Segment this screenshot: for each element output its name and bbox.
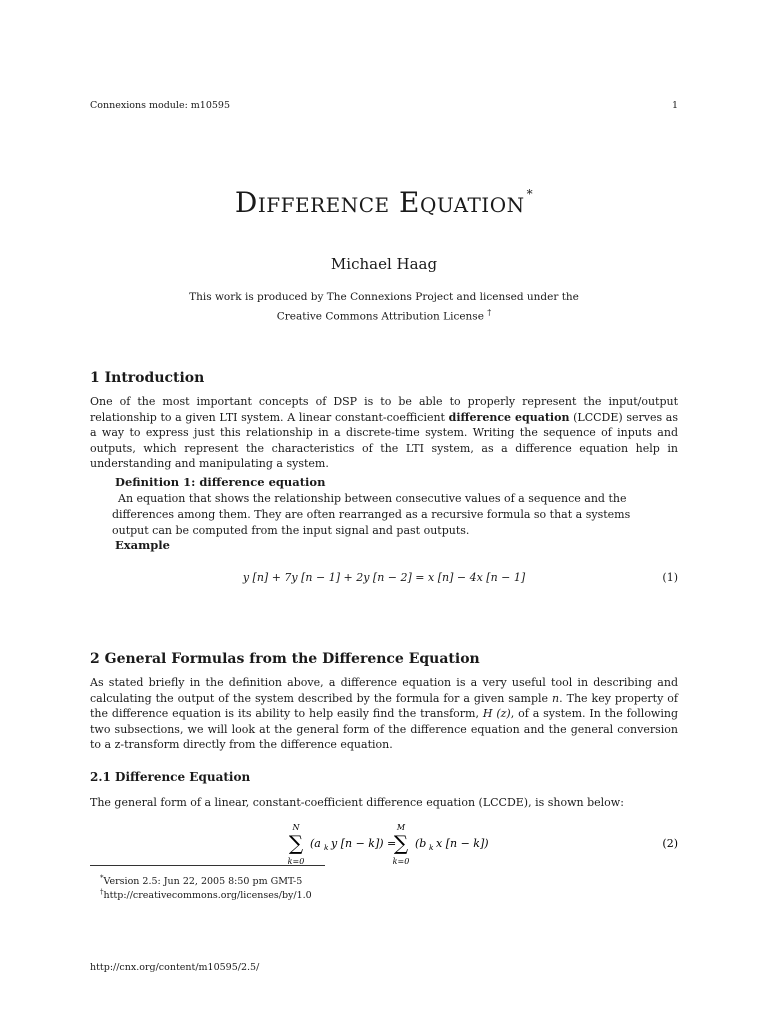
title-footnote-mark: *: [526, 187, 534, 201]
subsection-2-1-text: The general form of a linear, constant-coefficient difference equation (LCCDE), is shown below:: [90, 796, 624, 809]
footnote-2-link[interactable]: http://creativecommons.org/licenses/by/1.0: [103, 890, 312, 902]
sum-2-upper-limit: M: [396, 823, 406, 832]
footnote-2-mark: †: [100, 888, 104, 896]
license-footnote-mark: †: [487, 308, 492, 317]
section-2-paragraph: [90, 675, 678, 753]
sum-2-lower-limit: k=0: [392, 857, 410, 866]
term-1-open: (a: [310, 837, 321, 850]
running-header-page-number: 1: [671, 100, 678, 111]
section-1-heading: 1 Introduction: [90, 370, 205, 386]
definition-text: An equation that shows the relationship between consecutive values of a sequence and the differences among them. They are often rearranged as a recursive formula so that a systems output can be computed from the input signal and past outputs.: [112, 492, 631, 537]
license-line-1: This work is produced by The Connexions Project and licensed under the: [189, 291, 579, 303]
section-2-heading: 2 General Formulas from the Difference Equation: [90, 651, 480, 667]
section-1-paragraph: [90, 394, 678, 472]
s2-var-n: n: [552, 691, 560, 705]
example-heading: Example: [115, 538, 170, 552]
title-text: Difference Equation: [234, 186, 525, 219]
s2-text-b: . The key property of the difference equation is its ability to help easily find the transform,: [90, 691, 678, 720]
author-name: Michael Haag: [330, 255, 438, 273]
footnote-1-mark: *: [100, 874, 104, 882]
equation-1: y [n] + 7y [n − 1] + 2y [n − 2] = x [n] − 4x [n − 1]: [242, 571, 526, 584]
sum-1-upper-limit: N: [292, 823, 300, 832]
s2-text-a: As stated briefly in the definition above, a difference equation is a very useful tool in describing and calculating the output of the system described by the formula for a given sample: [90, 676, 678, 705]
running-header-module: Connexions module: m10595: [90, 100, 231, 111]
subsection-2-1-heading: 2.1 Difference Equation: [90, 770, 251, 784]
equation-1-number: (1): [662, 571, 678, 584]
term-1-subscript: k: [324, 843, 329, 852]
term-1-rest: y [n − k]) =: [331, 837, 397, 850]
term-2-open: (b: [415, 837, 427, 850]
intro-text-a: One of the most important concepts of DSP is to be able to properly represent the input/output relationship to a given LTI system. A linear constant-coefficient: [90, 395, 678, 424]
sum-2-sigma-icon: ∑: [393, 831, 409, 855]
s2-text-c: , of a system. In the following two subsections, we will look at the general form of the difference equation and the general conversion to a z-transform directly from the difference equation.: [90, 707, 678, 751]
term-2-subscript: k: [429, 843, 434, 852]
s2-transform: H (z): [482, 707, 511, 720]
license-line-2: [0, 305, 768, 325]
license-link-text[interactable]: Creative Commons Attribution License: [276, 310, 484, 323]
footnote-1-text: Version 2.5: Jun 22, 2005 8:50 pm GMT-5: [103, 876, 303, 888]
intro-text-b: (LCCDE) serves as a way to express just this relationship in a discrete-time system. Writing the sequence of inputs and outputs, which represent the characteristics of the LTI system, as a difference equation help in understanding and manipulating a system.: [90, 410, 678, 470]
sum-1-sigma-icon: ∑: [288, 831, 304, 855]
footnote-2: [100, 886, 312, 902]
document-title: [0, 186, 768, 219]
footer-url[interactable]: http://cnx.org/content/m10595/2.5/: [90, 962, 260, 973]
license-notice: [0, 289, 768, 325]
footnote-rule: [90, 865, 325, 866]
definition-heading: Definition 1: difference equation: [115, 475, 326, 489]
equation-2: [0, 820, 768, 870]
term-2-rest: x [n − k]): [436, 837, 489, 850]
sum-1-lower-limit: k=0: [287, 857, 305, 866]
intro-bold-term: difference equation: [448, 410, 570, 424]
equation-2-number: (2): [662, 837, 678, 850]
